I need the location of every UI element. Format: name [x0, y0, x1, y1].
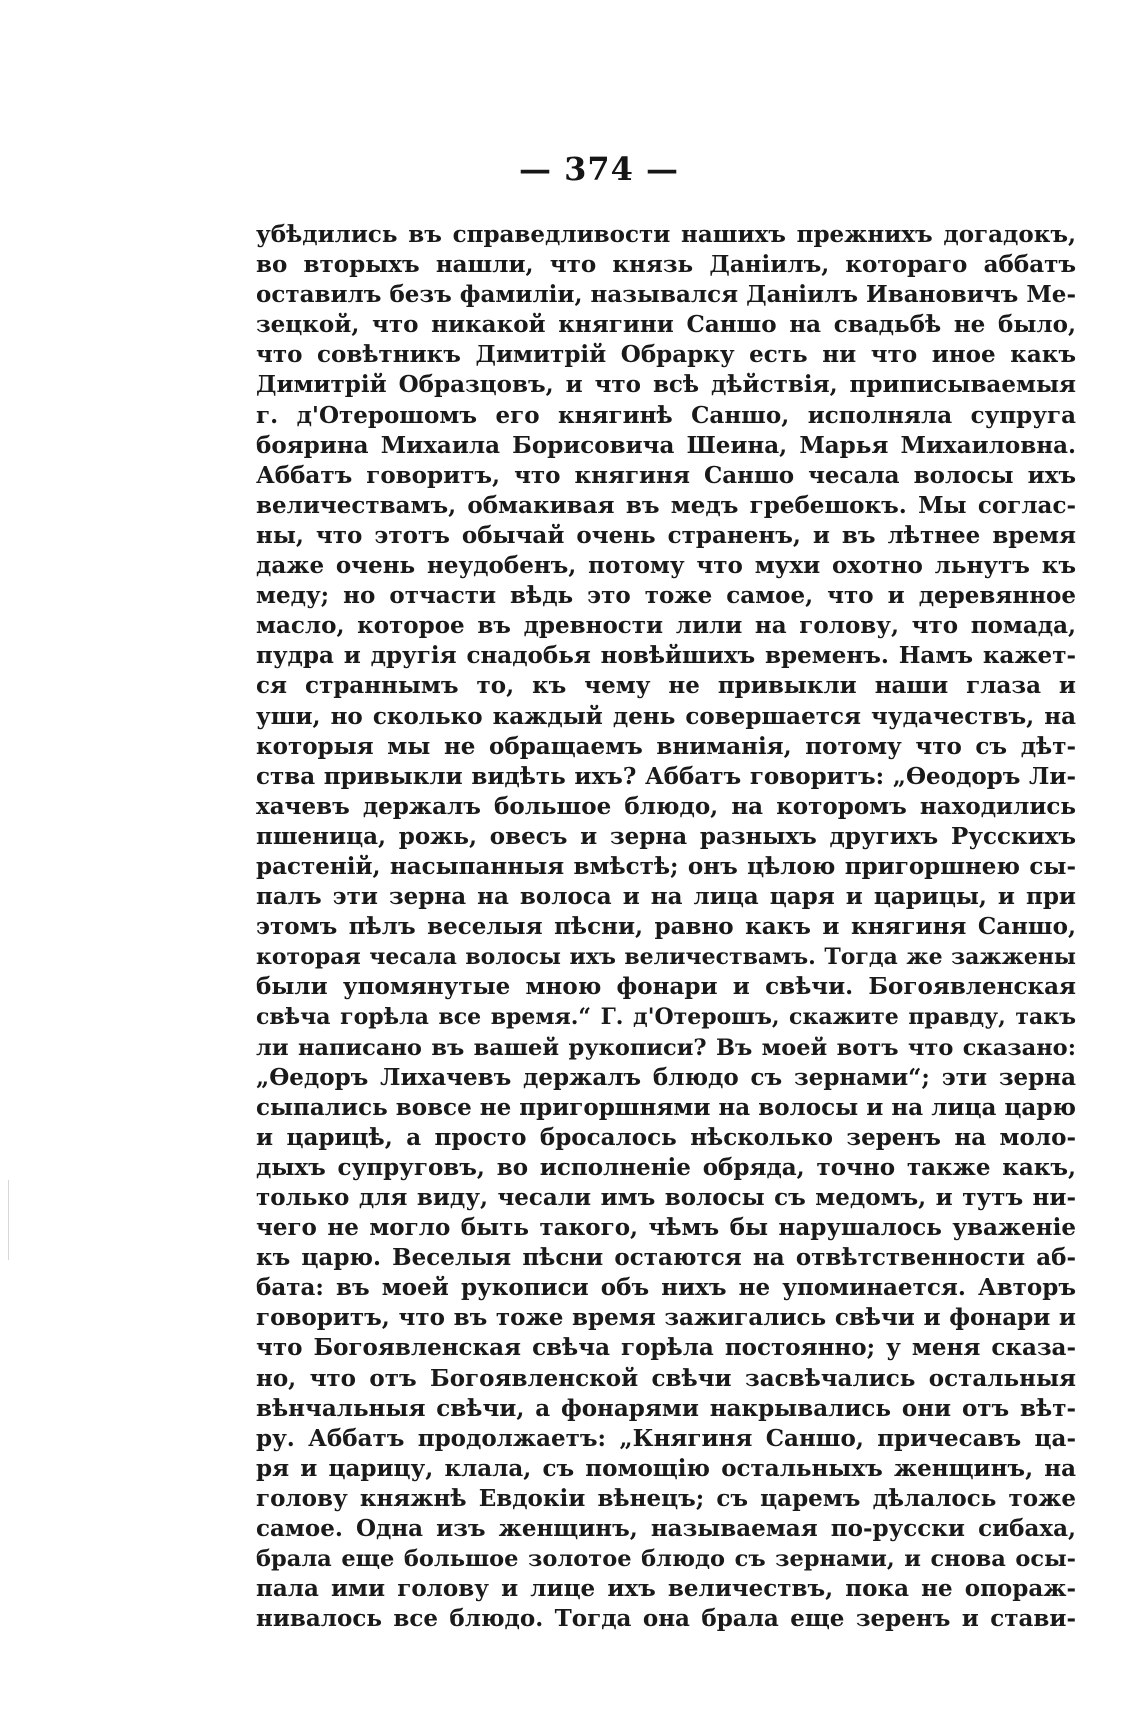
text-line: ли написано въ вашей рукописи? Въ моей вотъ что сказано:: [256, 1034, 1076, 1061]
text-line: пшеница, рожь, овесъ и зерна разныхъ другихъ Русскихъ: [256, 822, 1076, 850]
text-line: Аббатъ говоритъ, что княгиня Саншо чесала волосы ихъ: [256, 461, 1076, 489]
text-line: и царицѣ, а просто бросалось нѣсколько зеренъ на моло-: [256, 1123, 1076, 1151]
text-line: меду; но отчасти вѣдь это тоже самое, что и деревянное: [256, 582, 1076, 610]
text-line: дыхъ супруговъ, во исполненіе обряда, точно также какъ,: [256, 1153, 1076, 1181]
text-line: брала еще большое золотое блюдо съ зернами, и снова осы-: [256, 1546, 1076, 1573]
text-line: вѣнчальныя свѣчи, а фонарями накрывались они отъ вѣт-: [256, 1394, 1076, 1422]
text-line: даже очень неудобенъ, потому что мухи охотно льнутъ къ: [256, 552, 1076, 580]
text-line: ря и царицу, клала, съ помощію остальныхъ женщинъ, на: [256, 1454, 1076, 1482]
text-line: чего не могло быть такого, чѣмъ бы нарушалось уваженіе: [256, 1214, 1076, 1242]
text-line: пала ими голову и лице ихъ величествъ, пока не опораж-: [256, 1575, 1076, 1603]
text-line: свѣча горѣла все время.“ Г. д'Отерошъ, скажите правду, такъ: [256, 1004, 1076, 1031]
page-number: — 374 —: [518, 150, 680, 188]
text-line: бата: въ моей рукописи объ нихъ не упоминается. Авторъ: [256, 1274, 1076, 1302]
text-line: во вторыхъ нашли, что князь Даніилъ, котораго аббатъ: [256, 251, 1076, 279]
text-line: ны, что этотъ обычай очень страненъ, и въ лѣтнее время: [256, 521, 1076, 549]
text-line: ся страннымъ то, къ чему не привыкли наши глаза и: [256, 672, 1076, 700]
text-line: величествамъ, обмакивая въ медъ гребешокъ. Мы соглас-: [256, 491, 1076, 519]
text-line: сыпались вовсе не пригоршнями на волосы и на лица царю: [256, 1093, 1076, 1121]
text-line: уши, но сколько каждый день совершается чудачествъ, на: [256, 702, 1076, 730]
text-line: г. д'Отерошомъ его княгинѣ Саншо, исполняла супруга: [256, 401, 1076, 429]
text-line: боярина Михаила Борисовича Шеина, Марья Михаиловна.: [256, 431, 1076, 459]
text-line: только для виду, чесали имъ волосы съ медомъ, и тутъ ни-: [256, 1184, 1076, 1211]
text-line: растеній, насыпанныя вмѣстѣ; онъ цѣлою пригоршнею сы-: [256, 852, 1076, 880]
scan-edge-mark: [8, 1180, 9, 1260]
text-line: самое. Одна изъ женщинъ, называемая по-русски сибаха,: [256, 1515, 1076, 1543]
text-line: „Ѳедоръ Лихачевъ держалъ блюдо съ зернами“; эти зерна: [256, 1063, 1076, 1091]
text-line: хачевъ держалъ большое блюдо, на которомъ находились: [256, 792, 1076, 820]
text-line: говоритъ, что въ тоже время зажигались свѣчи и фонари и: [256, 1304, 1076, 1332]
text-line: которая чесала волосы ихъ величествамъ. Тогда же зажжены: [256, 944, 1076, 971]
text-line: которыя мы не обращаемъ вниманія, потому что съ дѣт-: [256, 732, 1076, 760]
text-line: палъ эти зерна на волоса и на лица царя и царицы, и при: [256, 883, 1076, 911]
text-line: что совѣтникъ Димитрій Обрарку есть ни что иное какъ: [256, 341, 1076, 369]
text-line: были упомянутые мною фонари и свѣчи. Богоявленская: [256, 973, 1076, 1001]
text-line: голову княжнѣ Евдокіи вѣнецъ; съ царемъ дѣлалось тоже: [256, 1484, 1076, 1512]
text-line: оставилъ безъ фамиліи, назывался Даніилъ Ивановичъ Ме-: [256, 281, 1076, 309]
text-line: Димитрій Образцовъ, и что всѣ дѣйствія, приписываемыя: [256, 371, 1076, 399]
text-line: убѣдились въ справедливости нашихъ прежнихъ догадокъ,: [256, 221, 1076, 248]
text-line: пудра и другія снадобья новѣйшихъ временъ. Намъ кажет-: [256, 642, 1076, 670]
text-line: зецкой, что никакой княгини Саншо на свадьбѣ не было,: [256, 311, 1076, 339]
text-line: этомъ пѣлъ веселыя пѣсни, равно какъ и княгиня Саншо,: [256, 913, 1076, 941]
text-line: нивалось все блюдо. Тогда она брала еще зеренъ и стави-: [256, 1605, 1076, 1633]
text-line: что Богоявленская свѣча горѣла постоянно; у меня сказа-: [256, 1334, 1076, 1362]
text-line: къ царю. Веселыя пѣсни остаются на отвѣтственности аб-: [256, 1244, 1076, 1272]
text-line: масло, которое въ древности лили на голову, что помада,: [256, 612, 1076, 640]
body-text: [256, 220, 1076, 1634]
text-line: ру. Аббатъ продолжаетъ: „Княгиня Саншо, причесавъ ца-: [256, 1424, 1076, 1452]
text-line: но, что отъ Богоявленской свѣчи засвѣчались остальныя: [256, 1364, 1076, 1392]
text-line: ства привыкли видѣть ихъ? Аббатъ говоритъ: „Ѳеодоръ Ли-: [256, 762, 1076, 790]
